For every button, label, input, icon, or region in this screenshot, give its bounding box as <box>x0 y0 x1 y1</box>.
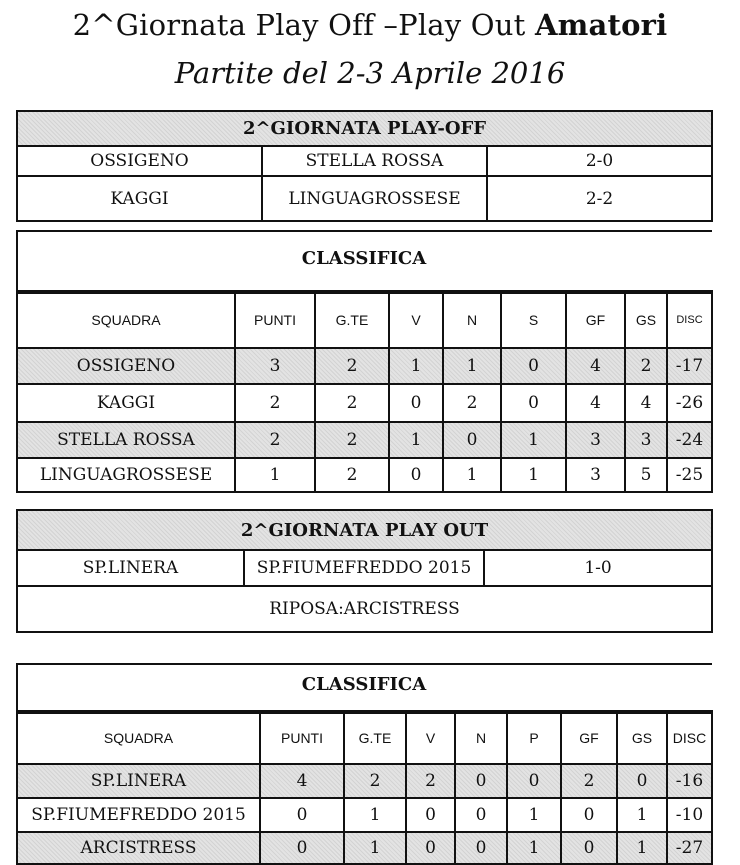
playout-standings-title: CLASSIFICA <box>301 674 427 695</box>
team-name: LINGUAGROSSESE <box>17 458 235 492</box>
stat-cell: 2 <box>625 348 667 384</box>
stat-cell: 2 <box>315 422 389 458</box>
table-row <box>17 384 712 422</box>
column-header: DISC <box>667 711 712 764</box>
playoff-standings-table <box>16 290 713 493</box>
table-row <box>17 458 712 492</box>
match-away: SP.FIUMEFREDDO 2015 <box>244 550 484 586</box>
column-header: N <box>443 291 501 348</box>
stat-cell: 3 <box>566 422 625 458</box>
rest-team: RIPOSA:ARCISTRESS <box>17 586 712 632</box>
column-header: PUNTI <box>235 291 315 348</box>
stat-cell: -17 <box>667 348 712 384</box>
stat-cell: 0 <box>501 348 566 384</box>
stat-cell: 4 <box>625 384 667 422</box>
match-score: 1-0 <box>484 550 712 586</box>
column-header: G.TE <box>344 711 406 764</box>
column-header: G.TE <box>315 291 389 348</box>
stat-cell: 1 <box>507 798 561 832</box>
stat-cell: 4 <box>260 764 344 798</box>
stat-cell: 1 <box>443 348 501 384</box>
page-title <box>0 8 740 42</box>
stat-cell: 2 <box>344 764 406 798</box>
stat-cell: 0 <box>260 798 344 832</box>
column-header: GS <box>617 711 667 764</box>
stat-cell: 0 <box>561 798 617 832</box>
match-home: KAGGI <box>17 176 262 221</box>
column-header: GS <box>625 291 667 348</box>
playoff-title: 2^GIORNATA PLAY-OFF <box>17 111 712 146</box>
match-away: LINGUAGROSSESE <box>262 176 487 221</box>
stat-cell: 0 <box>406 798 455 832</box>
team-name: STELLA ROSSA <box>17 422 235 458</box>
stat-cell: -10 <box>667 798 712 832</box>
stat-cell: 0 <box>561 832 617 864</box>
stat-cell: 0 <box>455 798 507 832</box>
page-title-bold: Amatori <box>534 8 668 42</box>
stat-cell: 0 <box>443 422 501 458</box>
table-row <box>17 798 712 832</box>
column-header: N <box>455 711 507 764</box>
stat-cell: 3 <box>235 348 315 384</box>
stat-cell: 1 <box>617 832 667 864</box>
column-header: SQUADRA <box>17 291 235 348</box>
table-row <box>17 764 712 798</box>
table-row <box>17 348 712 384</box>
stat-cell: 0 <box>389 384 443 422</box>
column-header: PUNTI <box>260 711 344 764</box>
team-name: SP.LINERA <box>17 764 260 798</box>
stat-cell: 3 <box>566 458 625 492</box>
stat-cell: 1 <box>235 458 315 492</box>
stat-cell: -16 <box>667 764 712 798</box>
playoff-standings-title: CLASSIFICA <box>301 248 427 269</box>
stat-cell: 2 <box>235 384 315 422</box>
stat-cell: 1 <box>443 458 501 492</box>
column-header: GF <box>566 291 625 348</box>
stat-cell: -25 <box>667 458 712 492</box>
team-name: KAGGI <box>17 384 235 422</box>
stat-cell: 2 <box>315 384 389 422</box>
stat-cell: 3 <box>625 422 667 458</box>
stat-cell: 0 <box>389 458 443 492</box>
playout-standings-table <box>16 710 713 865</box>
playoff-matches-table <box>16 110 713 222</box>
stat-cell: 1 <box>501 458 566 492</box>
stat-cell: 1 <box>344 832 406 864</box>
column-header: S <box>501 291 566 348</box>
column-header: SQUADRA <box>17 711 260 764</box>
column-header: DISC <box>667 291 712 348</box>
team-name: SP.FIUMEFREDDO 2015 <box>17 798 260 832</box>
column-header: V <box>406 711 455 764</box>
stat-cell: 0 <box>455 764 507 798</box>
stat-cell: 2 <box>235 422 315 458</box>
column-header: P <box>507 711 561 764</box>
stat-cell: 1 <box>501 422 566 458</box>
stat-cell: 0 <box>617 764 667 798</box>
stat-cell: 1 <box>507 832 561 864</box>
stat-cell: 1 <box>344 798 406 832</box>
stat-cell: 5 <box>625 458 667 492</box>
stat-cell: 0 <box>406 832 455 864</box>
stat-cell: 0 <box>501 384 566 422</box>
table-row <box>17 832 712 864</box>
playout-matches-table <box>16 509 713 633</box>
stat-cell: -27 <box>667 832 712 864</box>
stat-cell: 2 <box>406 764 455 798</box>
match-home: SP.LINERA <box>17 550 244 586</box>
match-score: 2-0 <box>487 146 712 176</box>
table-row <box>17 422 712 458</box>
stat-cell: 4 <box>566 348 625 384</box>
stat-cell: 0 <box>260 832 344 864</box>
team-name: OSSIGENO <box>17 348 235 384</box>
playout-title: 2^GIORNATA PLAY OUT <box>17 510 712 550</box>
stat-cell: -24 <box>667 422 712 458</box>
stat-cell: 2 <box>315 458 389 492</box>
column-header: V <box>389 291 443 348</box>
page-title-prefix: 2^Giornata Play Off –Play Out <box>72 8 535 42</box>
team-name: ARCISTRESS <box>17 832 260 864</box>
stat-cell: 4 <box>566 384 625 422</box>
stat-cell: 0 <box>455 832 507 864</box>
column-header: GF <box>561 711 617 764</box>
stat-cell: 2 <box>315 348 389 384</box>
match-score: 2-2 <box>487 176 712 221</box>
match-home: OSSIGENO <box>17 146 262 176</box>
stat-cell: 1 <box>389 348 443 384</box>
stat-cell: 1 <box>389 422 443 458</box>
stat-cell: 1 <box>617 798 667 832</box>
stat-cell: 2 <box>443 384 501 422</box>
stat-cell: -26 <box>667 384 712 422</box>
stat-cell: 0 <box>507 764 561 798</box>
page-subtitle: Partite del 2-3 Aprile 2016 <box>174 56 566 90</box>
match-away: STELLA ROSSA <box>262 146 487 176</box>
stat-cell: 2 <box>561 764 617 798</box>
